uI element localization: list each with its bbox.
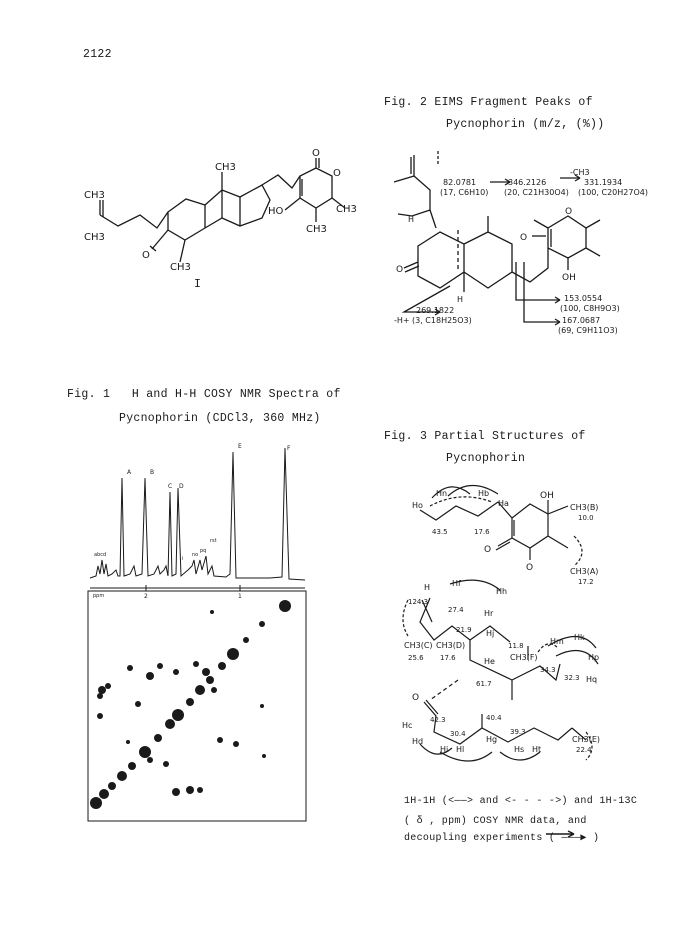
fragment-detail: (100, C8H9O3)	[560, 304, 620, 313]
proton-label: Hn	[436, 489, 448, 498]
shift-value: 17.6	[474, 528, 490, 536]
proton-label: Hj	[486, 629, 495, 638]
peak-label: D	[179, 483, 184, 490]
carbonyl-o: O	[142, 250, 150, 261]
carbonyl-o: O	[484, 545, 492, 555]
fig3-caption-line1: Fig. 3 Partial Structures of	[384, 430, 586, 443]
fig2-caption-line1: Fig. 2 EIMS Fragment Peaks of	[384, 96, 593, 109]
methyl-group: CH3(E)	[572, 735, 600, 744]
fig3-legend-line3: decoupling experiments ( ———▶ )	[404, 833, 600, 844]
methyl-group: CH3(F)	[510, 653, 538, 662]
methyl-group: CH3(C)	[404, 641, 433, 650]
methyl-group: CH3(D)	[436, 641, 466, 650]
ch3-label: CH3	[170, 262, 191, 273]
fragment-mass: 167.0687	[562, 316, 601, 325]
shift-value: 40.4	[486, 714, 502, 722]
carbonyl-o: O	[396, 265, 404, 275]
peak-label: A	[127, 469, 132, 476]
ch3-label: CH3	[84, 190, 105, 201]
fig1-caption-line2: Pycnophorin (CDCl3, 360 MHz)	[119, 412, 321, 425]
proton-label: Hb	[478, 489, 490, 498]
proton-label: Hc	[402, 721, 413, 730]
methyl-group: CH3(A)	[570, 567, 599, 576]
shift-value: 17.6	[440, 654, 456, 662]
proton-label: Hg	[486, 735, 498, 744]
fig3-legend-line2: ( δ , ppm) COSY NMR data, and	[404, 816, 587, 827]
shift-value: 22.4	[576, 746, 592, 754]
shift-value: 21.9	[456, 626, 472, 634]
axis-tick: 2	[144, 593, 148, 600]
ring-o: O	[565, 207, 573, 217]
proton-label: Hr	[484, 609, 494, 618]
atom-h: H	[457, 295, 464, 304]
proton-label: Hq	[586, 675, 598, 684]
hydroxyl-label: HO	[268, 206, 284, 217]
carbonyl-o: O	[312, 148, 320, 159]
fig3-legend-line1: 1H-1H (<——> and <- - - ->) and 1H-13C	[404, 796, 638, 807]
shift-value: 34.3	[540, 666, 556, 674]
minor-peak-label: pq	[200, 548, 207, 554]
fragment-mass: 331.1934	[584, 178, 623, 187]
fragment-detail: (17, C6H10)	[440, 188, 489, 197]
fragment-detail: (100, C20H27O4)	[578, 188, 648, 197]
proton-label: Hk	[574, 633, 585, 642]
loss-label: -CH3	[570, 168, 590, 177]
minor-peak-label: no	[192, 552, 199, 558]
fragment-detail: (3, C18H25O3)	[412, 316, 472, 325]
shift-value: 39.3	[510, 728, 526, 736]
fig1-title: H and H-H COSY NMR Spectra of	[131, 388, 341, 401]
shift-value: 32.3	[564, 674, 580, 682]
proton-label: Hh	[496, 587, 508, 596]
hydroxyl-label: OH	[540, 491, 554, 501]
shift-value: 30.4	[450, 730, 466, 738]
ring-o: O	[333, 168, 341, 179]
shift-value: 10.0	[578, 514, 594, 522]
proton-label: Hf	[452, 579, 461, 588]
shift-value: 42.3	[430, 716, 446, 724]
methyl-group: CH3(B)	[570, 503, 599, 512]
carbonyl-o: O	[520, 233, 528, 243]
ch3-label: CH3	[336, 204, 357, 215]
proton-label: Hp	[588, 653, 600, 662]
shift-value: 25.6	[408, 654, 424, 662]
shift-value: 17.2	[578, 578, 594, 586]
fig2-caption-line2: Pycnophorin (m/z, (%))	[446, 118, 605, 131]
peak-label: E	[238, 443, 242, 450]
axis-label: ppm	[93, 593, 105, 599]
proton-label: Hi	[440, 745, 449, 754]
compound-label: I	[194, 278, 202, 291]
fragment-mass: 82.0781	[443, 178, 477, 187]
shift-value: 27.4	[448, 606, 464, 614]
proton-label: Hl	[456, 745, 465, 754]
page-number: 2122	[83, 48, 112, 61]
peak-label: C	[168, 483, 173, 490]
proton-label: Hd	[412, 737, 424, 746]
ch3-label: CH3	[215, 162, 236, 173]
shift-value: 124.3	[408, 598, 429, 606]
fragment-mass: 153.0554	[564, 294, 603, 303]
carbonyl-o: O	[412, 693, 420, 703]
fig3-caption-line2: Pycnophorin	[446, 452, 526, 465]
fragment-mass: 346.2126	[508, 178, 547, 187]
fragment-mass: 269.1822	[416, 306, 455, 315]
ch3-label: CH3	[306, 224, 327, 235]
proton-label: Hm	[550, 637, 564, 646]
shift-value: 43.5	[432, 528, 448, 536]
ch3-label: CH3	[84, 232, 105, 243]
proton-label: He	[484, 657, 495, 666]
proton-label: Ho	[412, 501, 423, 510]
atom-h: H	[408, 215, 415, 224]
shift-value: 11.8	[508, 642, 524, 650]
hydroxyl-label: OH	[562, 273, 576, 283]
minor-peak-label: i	[182, 556, 184, 562]
peak-label: B	[150, 469, 155, 476]
shift-value: 61.7	[476, 680, 492, 688]
fig1-label: Fig. 1	[67, 388, 111, 401]
proton-label: Ht	[532, 745, 542, 754]
proton-label: H	[424, 583, 431, 592]
fragment-detail: (69, C9H11O3)	[558, 326, 618, 335]
ring-o: O	[526, 563, 534, 573]
fragment-detail: (20, C21H30O4)	[504, 188, 569, 197]
minor-peak-label: rst	[210, 538, 217, 544]
peak-label: F	[287, 445, 291, 452]
axis-tick: 1	[238, 593, 242, 600]
minor-peak-label: abcd	[94, 552, 107, 558]
loss-label: -H+	[394, 316, 410, 325]
proton-label: Hs	[514, 745, 525, 754]
proton-label: Ha	[498, 499, 509, 508]
